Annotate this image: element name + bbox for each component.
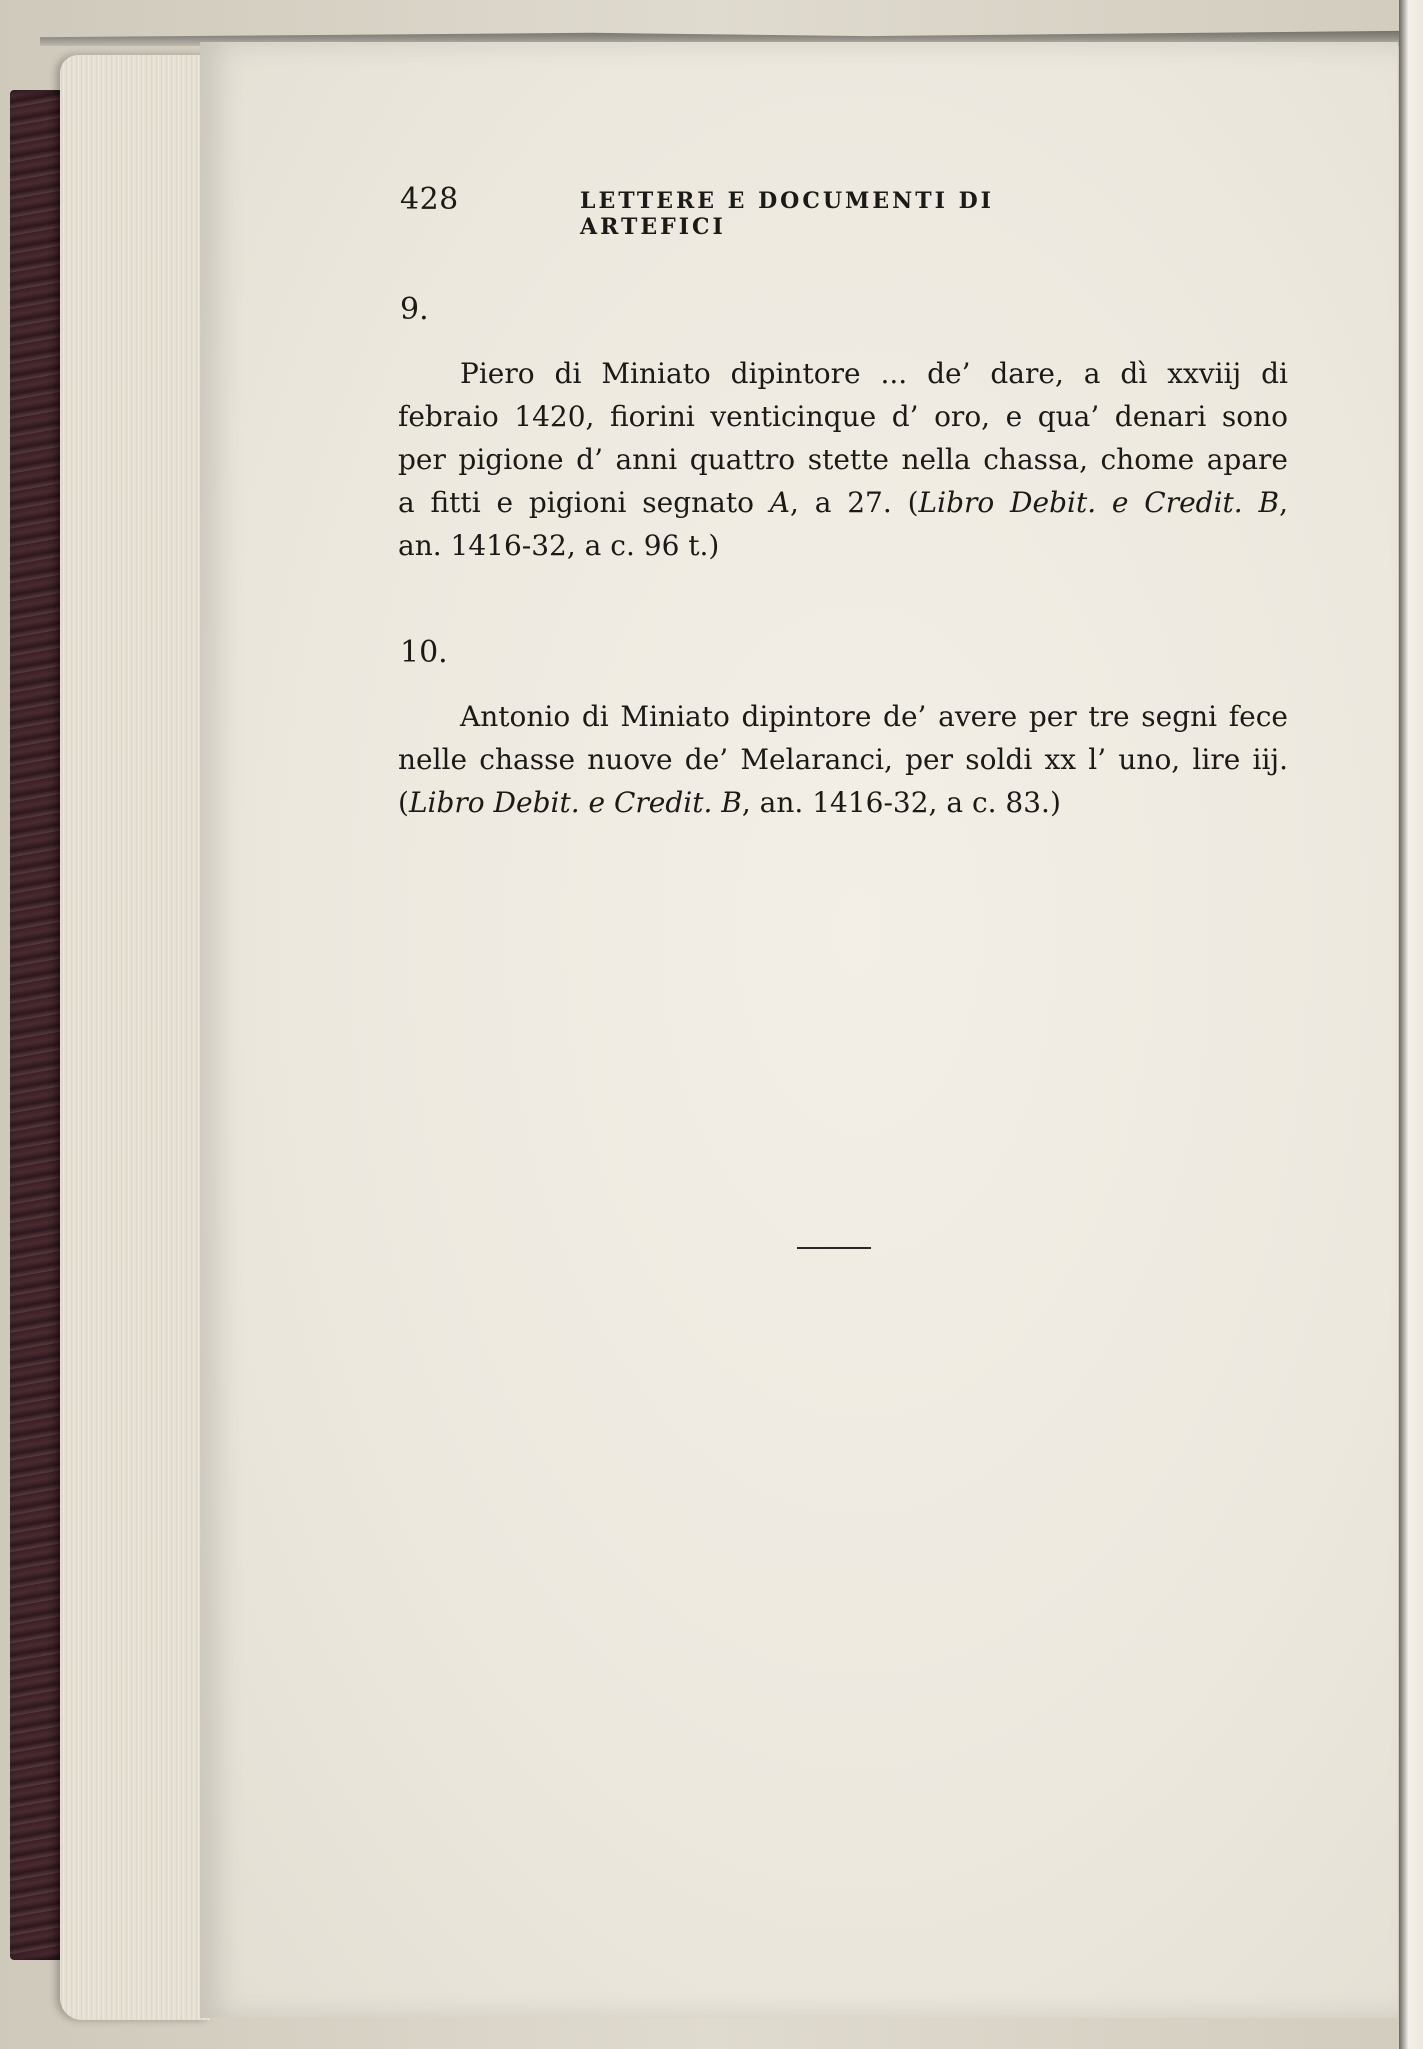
page-number: 428	[400, 182, 459, 217]
document-number: 10.	[400, 635, 448, 670]
text-line: Antonio di Miniato dipintore de’ avere per tre segni fece	[460, 700, 1288, 733]
book-cover-spine	[10, 90, 66, 1960]
section-divider	[797, 1247, 871, 1249]
document-text	[398, 695, 1288, 824]
text-line: (Libro Debit. e Credit. B, an. 1416-32, a c. 83.)	[398, 786, 1061, 819]
adjacent-page-edge	[1399, 0, 1423, 2049]
text-line: nelle chasse nuove de’ Melaranci, per soldi xx l’ uno, lire iij.	[398, 743, 1288, 776]
book-page-edges	[60, 55, 210, 2020]
text-line: an. 1416-32, a c. 96 t.)	[398, 529, 720, 562]
text-line: a fitti e pigioni segnato A, a 27. (Libro Debit. e Credit. B,	[398, 486, 1289, 519]
document-number: 9.	[400, 292, 429, 327]
text-line: per pigione d’ anni quattro stette nella chassa, chome apare	[398, 443, 1288, 476]
text-line: Piero di Miniato dipintore ... de’ dare, a dì xxviij di	[460, 357, 1288, 390]
text-line: febraio 1420, fiorini venticinque d’ oro, e qua’ denari sono	[398, 400, 1288, 433]
page-header	[400, 182, 1100, 240]
running-title: LETTERE E DOCUMENTI DI ARTEFICI	[580, 188, 994, 240]
book-page	[200, 42, 1398, 2018]
document-text	[398, 352, 1288, 567]
